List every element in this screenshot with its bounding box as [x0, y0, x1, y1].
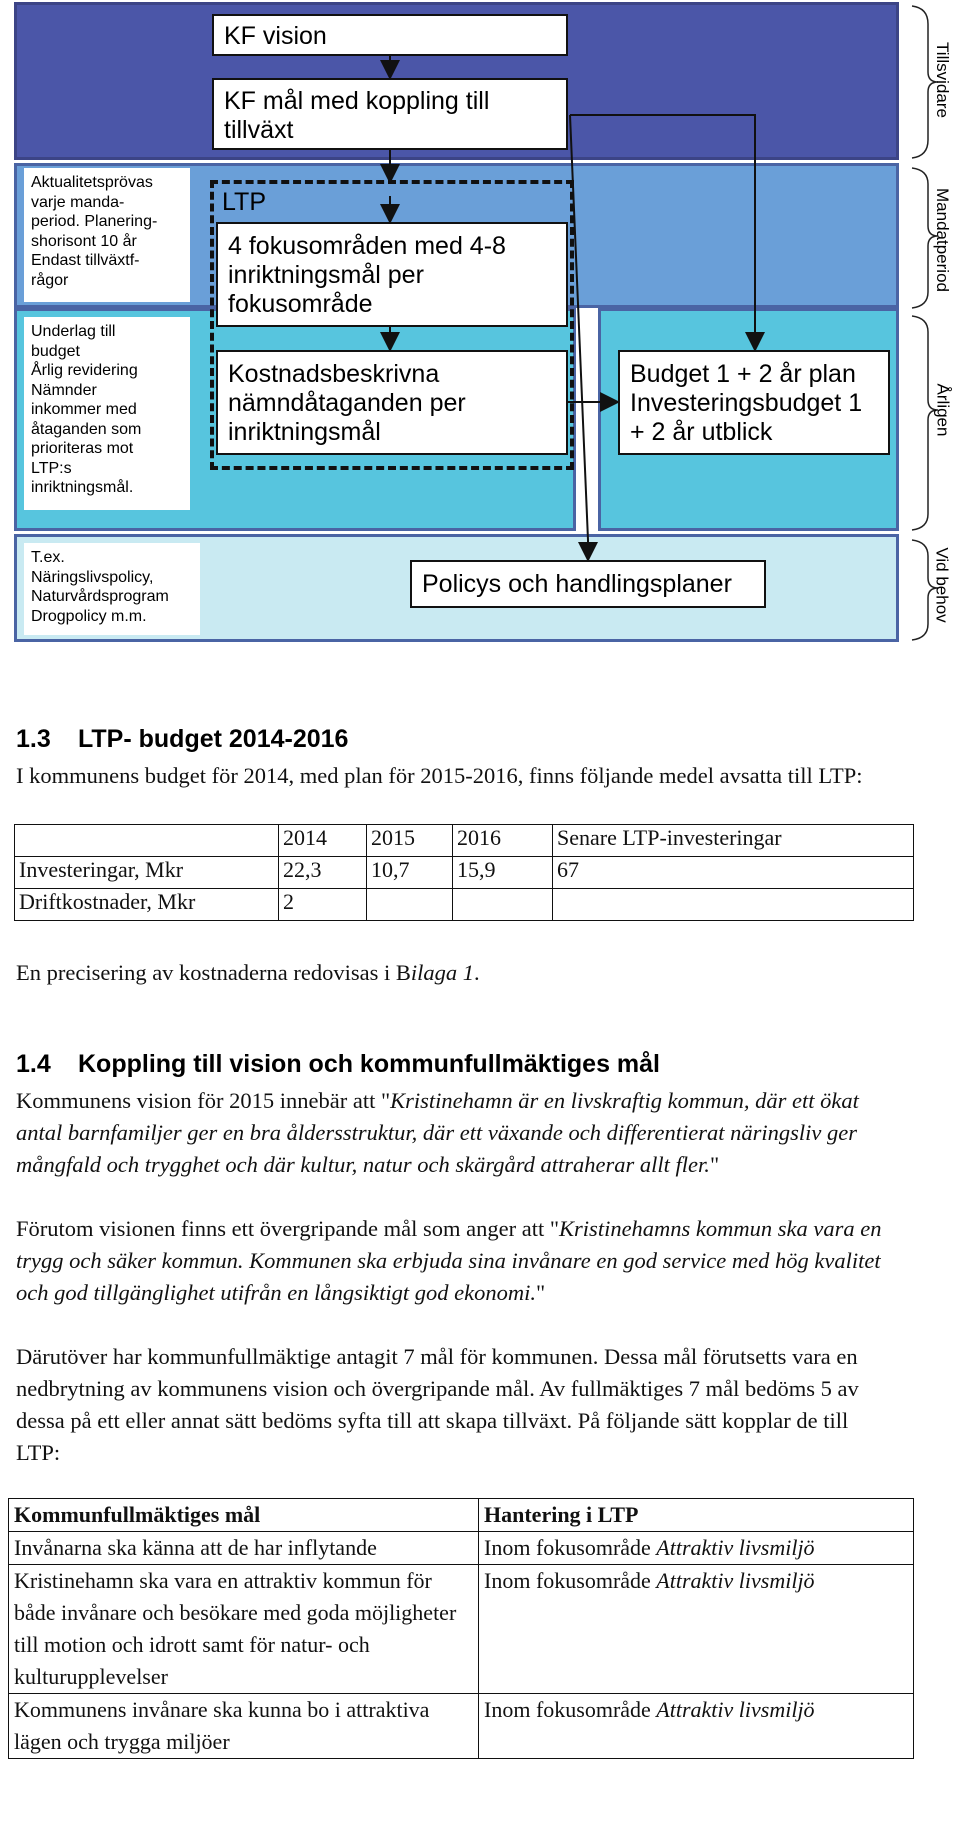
table-cell — [367, 889, 453, 921]
table-cell: 15,9 — [453, 857, 553, 889]
focus-area: Attraktiv livsmiljö — [656, 1697, 815, 1722]
handling-cell — [479, 1532, 914, 1565]
goal-paragraph — [16, 1213, 896, 1309]
arrow-mal-to-budget — [570, 115, 755, 348]
budget-box: Budget 1 + 2 år plan Investeringsbudget 1 + 2 år utblick — [618, 350, 890, 455]
table-cell: 2014 — [279, 825, 367, 857]
section-title: LTP- budget 2014-2016 — [78, 725, 349, 753]
handling-cell — [479, 1694, 914, 1759]
table-cell: 22,3 — [279, 857, 367, 889]
arrow-mal-to-policys — [570, 115, 588, 558]
handling-prefix: Inom fokusområde — [484, 1697, 657, 1722]
table-row — [9, 1565, 914, 1694]
label-vid-behov: Vid behov — [933, 547, 952, 623]
kostnad-box: Kostnadsbeskrivna nämndåtaganden per inriktningsmål — [216, 350, 568, 455]
table-cell — [553, 889, 914, 921]
section-number: 1.4 — [16, 1050, 51, 1078]
note-end: . — [474, 960, 480, 985]
note-arligen: Underlag till budget Årlig revidering Nämnder inkommer med åtaganden som prioriteras mot LTP:s inriktningsmål. — [24, 317, 190, 510]
label-arligen: Årligen — [933, 383, 953, 437]
paragraph-text: Förutom visionen finns ett övergripande mål som anger att " — [16, 1216, 560, 1241]
policys-box: Policys och handlingsplaner — [410, 560, 766, 608]
section-1-3-intro: I kommunens budget för 2014, med plan för 2015-2016, finns följande medel avsatta till LTP: — [16, 763, 863, 788]
section-1-4-heading — [16, 1050, 660, 1079]
fokus-box: 4 fokusområden med 4-8 inriktningsmål per fokusområde — [216, 222, 568, 327]
table-cell: Driftkostnader, Mkr — [15, 889, 279, 921]
goal-cell: Kristinehamn ska vara en attraktiv kommun för både invånare och besökare med goda möjligheter till motion och idrott samt för natur- och kulturupplevelser — [9, 1565, 479, 1694]
table-row — [9, 1532, 914, 1565]
ltp-label: LTP — [222, 188, 266, 216]
vision-paragraph — [16, 1085, 896, 1181]
kf-vision-box: KF vision — [212, 14, 568, 56]
table-cell: Investeringar, Mkr — [15, 857, 279, 889]
paragraph-text: Kommunens vision för 2015 innebär att " — [16, 1088, 391, 1113]
table-cell — [15, 825, 279, 857]
note-reference: ilaga 1 — [410, 960, 475, 985]
table-cell: 67 — [553, 857, 914, 889]
paragraph-end: " — [709, 1152, 720, 1177]
vision-quote: Kristinehamn är en livskraftig kommun, där ett ökat antal barnfamiljer ger en bra åldersstruktur, där ett växande och differentierat näringsliv ger mångfald och trygghet och där kultur, natur och skärgård attraherar allt fler. — [16, 1088, 859, 1177]
goal-cell: Invånarna ska känna att de har inflytande — [9, 1532, 479, 1565]
section-1-3-note — [16, 957, 896, 989]
note-text: En precisering av kostnaderna redovisas i B — [16, 960, 411, 985]
goal-quote: Kristinehamns kommun ska vara en trygg och säker kommun. Kommunen ska erbjuda sina invånare en god service med hög kvalitet och god tillgänglighet utifrån en långsiktigt god ekonomi. — [16, 1216, 882, 1305]
table-cell: Senare LTP-investeringar — [553, 825, 914, 857]
note-mandatperiod: Aktualitetsprövas varje manda- period. Planering- shorisont 10 år Endast tillväxtf- rågor — [24, 168, 190, 302]
table-header-row — [9, 1499, 914, 1532]
diagram-arrows — [0, 0, 960, 650]
goals-table — [8, 1498, 914, 1759]
seven-goals-paragraph: Därutöver har kommunfullmäktige antagit 7 mål för kommunen. Dessa mål förutsetts vara en nedbrytning av kommunens vision och övergripande mål. Av fullmäktiges 7 mål bedöms 5 av dessa på ett eller annat sätt bedöms syfta till att skapa tillväxt. På följande sätt kopplar de till LTP: — [16, 1344, 859, 1465]
section-number: 1.3 — [16, 725, 51, 753]
table-cell: 2015 — [367, 825, 453, 857]
table-cell — [453, 889, 553, 921]
table-cell: 2016 — [453, 825, 553, 857]
section-title: Koppling till vision och kommunfullmäktiges mål — [78, 1050, 661, 1078]
kf-mal-box: KF mål med koppling till tillväxt — [212, 78, 568, 150]
table-row — [15, 857, 914, 889]
focus-area: Attraktiv livsmiljö — [656, 1568, 815, 1593]
handling-prefix: Inom fokusområde — [484, 1568, 657, 1593]
table-row — [15, 889, 914, 921]
paragraph-end: " — [535, 1280, 546, 1305]
handling-cell — [479, 1565, 914, 1694]
section-1-3-heading — [16, 725, 348, 754]
table-header-row — [15, 825, 914, 857]
label-tillsvidare: Tillsvidare — [933, 42, 953, 118]
handling-prefix: Inom fokusområde — [484, 1535, 657, 1560]
table-cell: 10,7 — [367, 857, 453, 889]
table-header-cell: Hantering i LTP — [479, 1499, 914, 1532]
table-header-cell: Kommunfullmäktiges mål — [9, 1499, 479, 1532]
table-row — [9, 1694, 914, 1759]
label-mandatperiod: Mandatperiod — [933, 188, 952, 292]
table-cell: 2 — [279, 889, 367, 921]
ltp-budget-table — [14, 824, 914, 921]
focus-area: Attraktiv livsmiljö — [656, 1535, 815, 1560]
goal-cell: Kommunens invånare ska kunna bo i attraktiva lägen och trygga miljöer — [9, 1694, 479, 1759]
note-vid-behov: T.ex. Näringslivspolicy, Naturvårdsprogram Drogpolicy m.m. — [24, 543, 200, 635]
